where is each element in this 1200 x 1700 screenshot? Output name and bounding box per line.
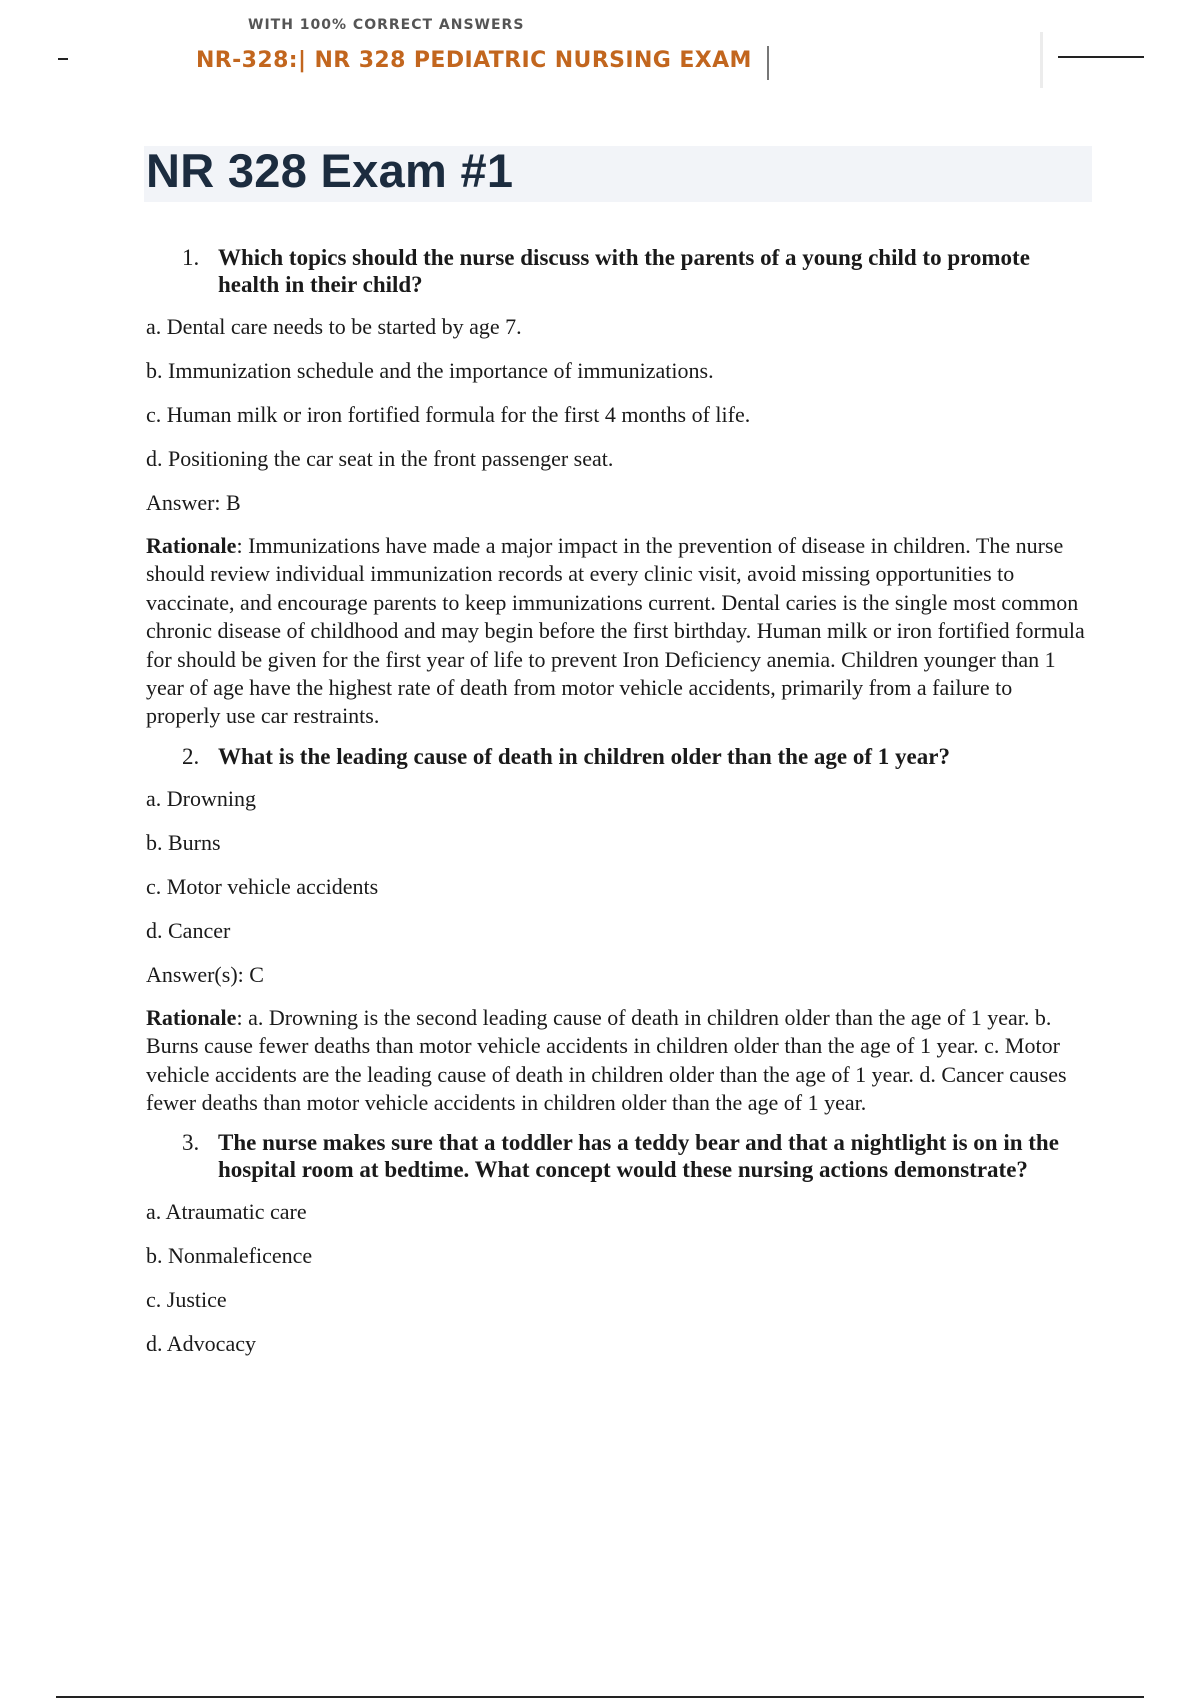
- option: d. Positioning the car seat in the front passenger seat.: [146, 446, 614, 471]
- question-number: 2.: [182, 743, 200, 769]
- question-number: 1.: [182, 245, 200, 270]
- question-text: What is the leading cause of death in children older than the age of 1 year?: [218, 743, 950, 769]
- page-title: NR 328 Exam #1: [146, 144, 514, 197]
- question-1: [146, 244, 1092, 298]
- rationale: [146, 1004, 1092, 1118]
- header-divider: [1040, 32, 1043, 88]
- option: b. Burns: [146, 829, 221, 855]
- question-text: The nurse makes sure that a toddler has a teddy bear and that a nightlight is on in the hospital room at bedtime. What concept would these nursing actions demonstrate?: [218, 1130, 1059, 1183]
- option: a. Dental care needs to be started by age 7.: [146, 314, 522, 339]
- text-cursor: [767, 46, 769, 80]
- exam-content: [146, 244, 1092, 1375]
- header-title: NR-328:| NR 328 PEDIATRIC NURSING EXAM: [196, 48, 752, 73]
- answer: Answer: B: [146, 490, 241, 515]
- option: a. Atraumatic care: [146, 1199, 307, 1225]
- rationale-label: Rationale: [146, 1004, 237, 1030]
- question-3: [146, 1129, 1092, 1183]
- option: c. Human milk or iron fortified formula for the first 4 months of life.: [146, 402, 751, 427]
- rationale: [146, 532, 1092, 731]
- question-2: [146, 743, 1092, 770]
- question-text: Which topics should the nurse discuss with the parents of a young child to promote health in their child?: [218, 245, 1030, 297]
- option: d. Cancer: [146, 917, 231, 943]
- option: a. Drowning: [146, 785, 256, 811]
- option: d. Advocacy: [146, 1331, 256, 1357]
- header-right-rule: [1058, 56, 1144, 58]
- option: b. Immunization schedule and the importance of immunizations.: [146, 358, 714, 383]
- answer: Answer(s): C: [146, 961, 264, 987]
- rationale-text: : Immunizations have made a major impact in the prevention of disease in children. The nurse should review individual immunization records at every clinic visit, avoid missing opportunities to vaccinate, and encourage parents to keep immunizations current. Dental caries is the single most common chronic disease of childhood and may begin before the first birthday. Human milk or iron fortified formula for should be given for the first year of life to prevent Iron Deficiency anemia. Children younger than 1 year of age have the highest rate of death from motor vehicle accidents, primarily from a failure to properly use car restraints.: [146, 533, 1085, 729]
- option: c. Motor vehicle accidents: [146, 873, 379, 899]
- option: c. Justice: [146, 1287, 227, 1313]
- rationale-label: Rationale: [146, 533, 237, 558]
- option: b. Nonmaleficence: [146, 1243, 313, 1269]
- header-cropped-line: WITH 100% CORRECT ANSWERS: [248, 17, 525, 33]
- header-left-dash: [58, 58, 68, 60]
- question-number: 3.: [182, 1130, 200, 1156]
- footer-rule: [56, 1696, 1144, 1698]
- rationale-text: : a. Drowning is the second leading cause of death in children older than the age of 1 year. b. Burns cause fewer deaths than motor vehicle accidents in children older than the age of 1 year. c. Motor vehicle accidents are the leading cause of death in children older than the age of 1 year. d. Cancer causes fewer deaths than motor vehicle accidents in children older than the age of 1 year.: [146, 1004, 1067, 1116]
